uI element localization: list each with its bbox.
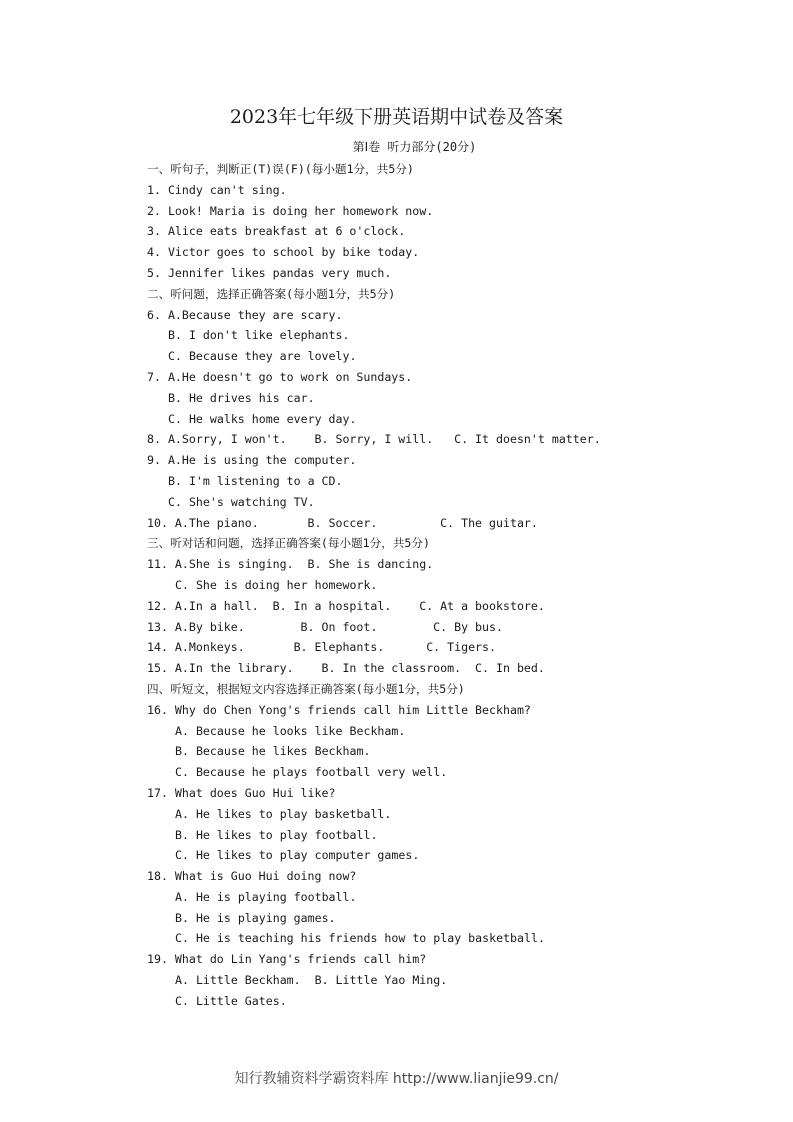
question-line: 1. Cindy can't sing. <box>147 182 287 197</box>
question-line: 6. A.Because they are scary. <box>147 307 343 322</box>
answer-option-line: C. He walks home every day. <box>168 411 357 426</box>
answer-option-line: A. He likes to play basketball. <box>175 806 392 821</box>
question-line: 11. A.She is singing. B. She is dancing. <box>147 557 434 572</box>
question-line: 3. Alice eats breakfast at 6 o'clock. <box>147 224 406 239</box>
answer-option-line: B. I don't like elephants. <box>168 328 350 343</box>
question-line: 8. A.Sorry, I won't. B. Sorry, I will. C. It doesn't matter. <box>147 432 601 447</box>
answer-option-line: C. Because he plays football very well. <box>175 765 448 780</box>
answer-option-line: C. He likes to play computer games. <box>175 848 420 863</box>
answer-option-line: B. He is playing games. <box>175 910 336 925</box>
question-line: 四、听短文，根据短文内容选择正确答案(每小题1分，共5分) <box>147 681 465 696</box>
question-line: 2. Look! Maria is doing her homework now. <box>147 203 434 218</box>
question-line: 12. A.In a hall. B. In a hospital. C. At a bookstore. <box>147 598 545 613</box>
question-line: 7. A.He doesn't go to work on Sundays. <box>147 369 413 384</box>
answer-option-line: B. Because he likes Beckham. <box>175 744 371 759</box>
answer-option-line: A. Because he looks like Beckham. <box>175 723 406 738</box>
question-line: 19. What do Lin Yang's friends call him? <box>147 952 427 967</box>
question-line: 18. What is Guo Hui doing now? <box>147 869 357 884</box>
answer-option-line: B. He drives his car. <box>168 390 315 405</box>
question-line: 4. Victor goes to school by bike today. <box>147 245 420 260</box>
question-line: 13. A.By bike. B. On foot. C. By bus. <box>147 619 503 634</box>
answer-option-line: B. I'm listening to a CD. <box>168 473 343 488</box>
answer-option-line: C. Because they are lovely. <box>168 349 357 364</box>
answer-option-line: C. She's watching TV. <box>168 494 315 509</box>
question-list <box>147 159 767 1012</box>
document-title: 2023年七年级下册英语期中试卷及答案 <box>229 106 564 128</box>
question-line: 三、听对话和问题，选择正确答案(每小题1分，共5分) <box>147 536 430 551</box>
question-line: 9. A.He is using the computer. <box>147 453 357 468</box>
answer-option-line: A. He is playing football. <box>175 889 357 904</box>
question-line: 15. A.In the library. B. In the classroom. C. In bed. <box>147 661 545 676</box>
question-line: 10. A.The piano. B. Soccer. C. The guitar. <box>147 515 538 530</box>
answer-option-line: B. He likes to play football. <box>175 827 378 842</box>
answer-option-line: A. Little Beckham. B. Little Yao Ming. <box>175 973 448 988</box>
answer-option-line: C. She is doing her homework. <box>175 577 378 592</box>
answer-option-line: C. He is teaching his friends how to play basketball. <box>175 931 545 946</box>
question-line: 二、听问题，选择正确答案(每小题1分，共5分) <box>147 286 396 301</box>
section-heading: 第Ⅰ卷 听力部分(20分) <box>352 140 477 154</box>
question-line: 16. Why do Chen Yong's friends call him Little Beckham? <box>147 702 531 717</box>
question-line: 5. Jennifer likes pandas very much. <box>147 265 392 280</box>
question-line: 17. What does Guo Hui like? <box>147 785 336 800</box>
question-line: 一、听句子，判断正(T)误(F)(每小题1分，共5分) <box>147 162 414 176</box>
footer-watermark: 知行教辅资料学霸资料库 http://www.lianjie99.cn/ <box>234 1071 559 1087</box>
question-line: 14. A.Monkeys. B. Elephants. C. Tigers. <box>147 640 497 655</box>
answer-option-line: C. Little Gates. <box>175 993 287 1008</box>
